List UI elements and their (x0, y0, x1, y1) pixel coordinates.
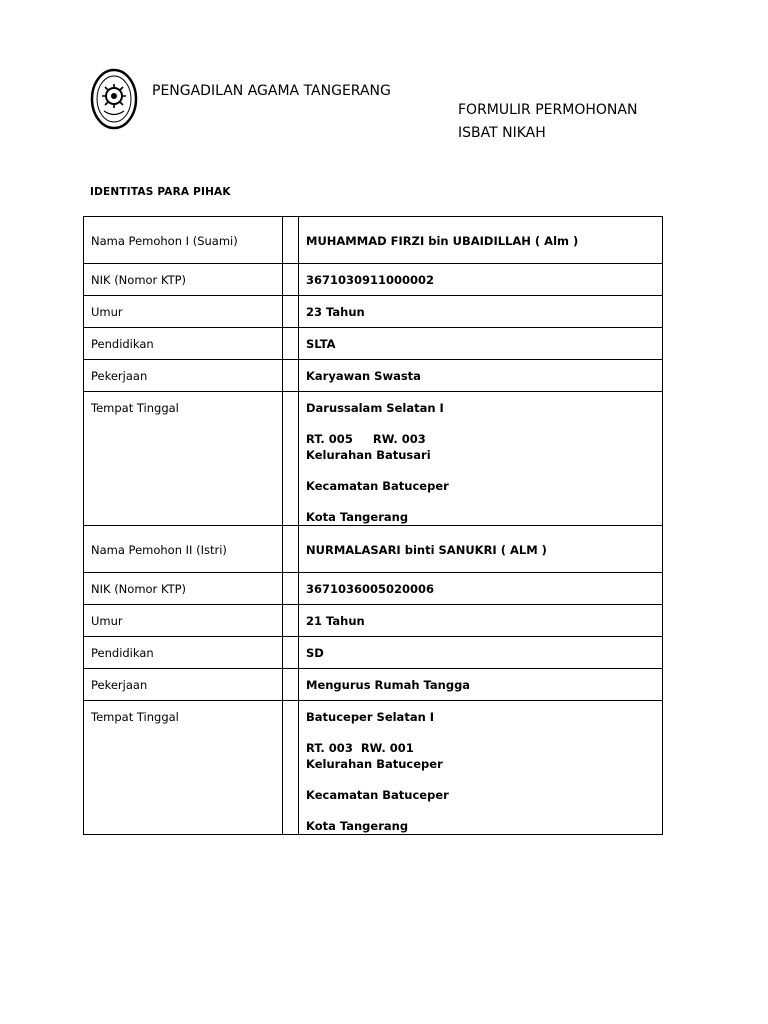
court-name: PENGADILAN AGAMA TANGERANG (152, 83, 391, 99)
table-row (84, 573, 663, 605)
table-row (84, 360, 663, 392)
table-row (84, 392, 663, 526)
section-heading: IDENTITAS PARA PIHAK (90, 186, 231, 198)
table-row (84, 526, 663, 573)
address-spacer (306, 772, 662, 788)
applicant1-age-value: 23 Tahun (299, 296, 663, 328)
separator-cell (283, 264, 299, 296)
applicant2-education-value: SD (299, 637, 663, 669)
applicant1-education-value: SLTA (299, 328, 663, 360)
address-city: Kota Tangerang (306, 818, 409, 833)
applicant1-address-value (299, 392, 663, 526)
form-title-line2: ISBAT NIKAH (458, 125, 546, 141)
address-kecamatan: Kecamatan Batuceper (306, 787, 449, 802)
applicant1-address-label: Tempat Tinggal (84, 392, 283, 526)
applicant2-address-label: Tempat Tinggal (84, 701, 283, 835)
applicant2-address-value (299, 701, 663, 835)
table-row (84, 701, 663, 835)
table-row (84, 637, 663, 669)
separator-cell (283, 573, 299, 605)
separator-cell (283, 526, 299, 573)
applicant1-education-label: Pendidikan (84, 328, 283, 360)
applicant1-job-value: Karyawan Swasta (299, 360, 663, 392)
applicant2-age-value: 21 Tahun (299, 605, 663, 637)
address-rt-rw: RT. 003 RW. 001 (306, 741, 414, 755)
table-row (84, 328, 663, 360)
address-kelurahan: Kelurahan Batuceper (306, 756, 443, 771)
separator-cell (283, 217, 299, 264)
table-row (84, 264, 663, 296)
applicant2-age-label: Umur (84, 605, 283, 637)
table-row (84, 217, 663, 264)
separator-cell (283, 605, 299, 637)
separator-cell (283, 637, 299, 669)
table-row (84, 296, 663, 328)
table-row (84, 669, 663, 701)
address-rt-rw: RT. 005 RW. 003 (306, 432, 426, 446)
separator-cell (283, 669, 299, 701)
applicant2-name-value: NURMALASARI binti SANUKRI ( ALM ) (299, 526, 663, 573)
applicant2-job-value: Mengurus Rumah Tangga (299, 669, 663, 701)
address-street: Batuceper Selatan I (306, 710, 435, 724)
applicant2-education-label: Pendidikan (84, 637, 283, 669)
applicant2-name-label: Nama Pemohon II (Istri) (84, 526, 283, 573)
address-spacer (306, 494, 662, 510)
separator-cell (283, 328, 299, 360)
address-spacer (306, 803, 662, 819)
separator-cell (283, 360, 299, 392)
applicant2-nik-value: 3671036005020006 (299, 573, 663, 605)
court-logo (90, 68, 138, 130)
separator-cell (283, 392, 299, 526)
address-street: Darussalam Selatan I (306, 401, 444, 415)
address-kecamatan: Kecamatan Batuceper (306, 478, 449, 493)
separator-cell (283, 701, 299, 835)
table-row (84, 605, 663, 637)
applicant2-nik-label: NIK (Nomor KTP) (84, 573, 283, 605)
applicant2-job-label: Pekerjaan (84, 669, 283, 701)
form-title-line1: FORMULIR PERMOHONAN (458, 102, 638, 118)
applicant1-name-value: MUHAMMAD FIRZI bin UBAIDILLAH ( Alm ) (299, 217, 663, 264)
separator-cell (283, 296, 299, 328)
applicant1-job-label: Pekerjaan (84, 360, 283, 392)
applicant1-age-label: Umur (84, 296, 283, 328)
applicant1-nik-value: 3671030911000002 (299, 264, 663, 296)
address-city: Kota Tangerang (306, 509, 409, 524)
applicant1-name-label: Nama Pemohon I (Suami) (84, 217, 283, 264)
applicant1-nik-label: NIK (Nomor KTP) (84, 264, 283, 296)
address-kelurahan: Kelurahan Batusari (306, 447, 431, 462)
form-title (458, 99, 637, 145)
identity-table (83, 216, 663, 835)
address-spacer (306, 463, 662, 479)
